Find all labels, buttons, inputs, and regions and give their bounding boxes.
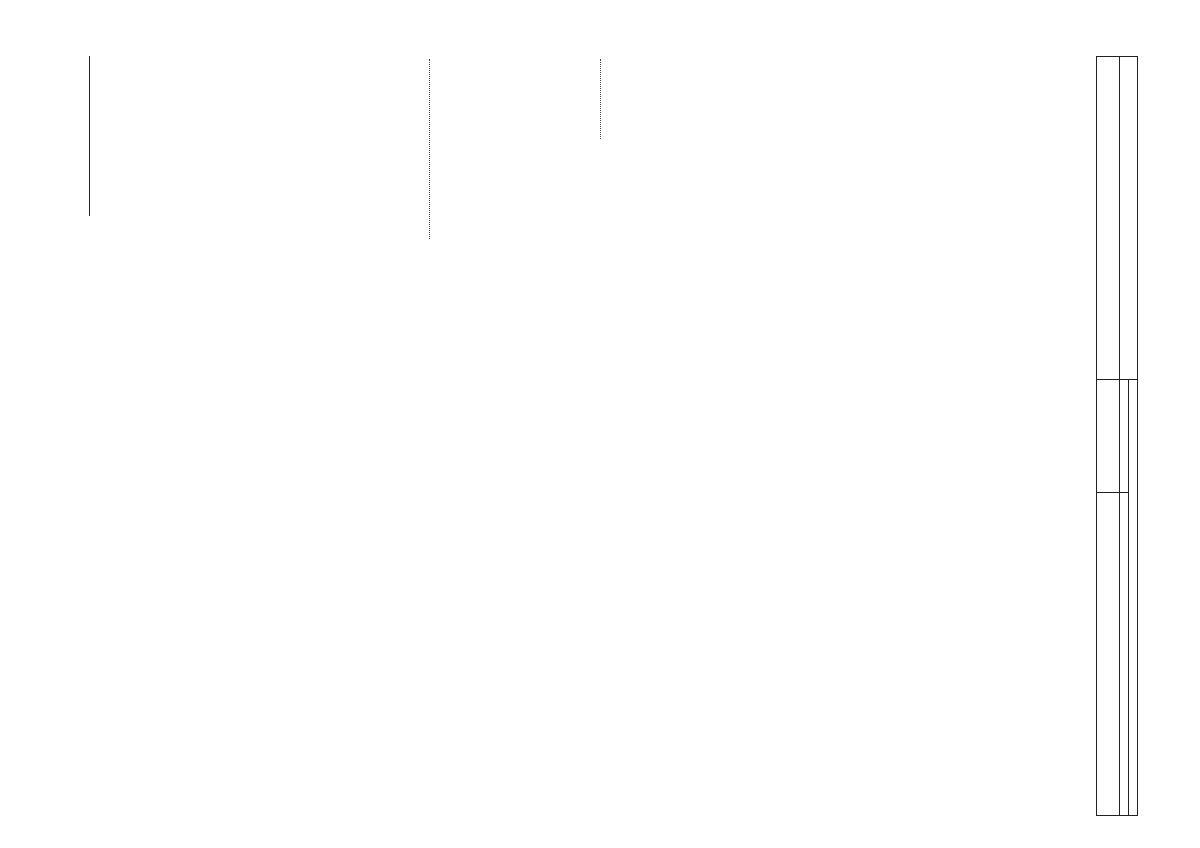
footnote-rule xyxy=(89,56,90,216)
total-value xyxy=(1097,380,1120,493)
header-candidate xyxy=(1120,57,1138,380)
votes-table xyxy=(1096,56,1138,816)
header-letters xyxy=(1120,493,1129,816)
header-suffrages xyxy=(1129,380,1138,816)
total-letters xyxy=(1097,493,1120,816)
total-label xyxy=(1097,57,1120,380)
bureau-paragraph xyxy=(334,56,360,816)
majority-line xyxy=(427,56,438,596)
total-row xyxy=(1097,57,1120,816)
procuration-line xyxy=(596,56,610,816)
header-figures xyxy=(1120,380,1129,493)
